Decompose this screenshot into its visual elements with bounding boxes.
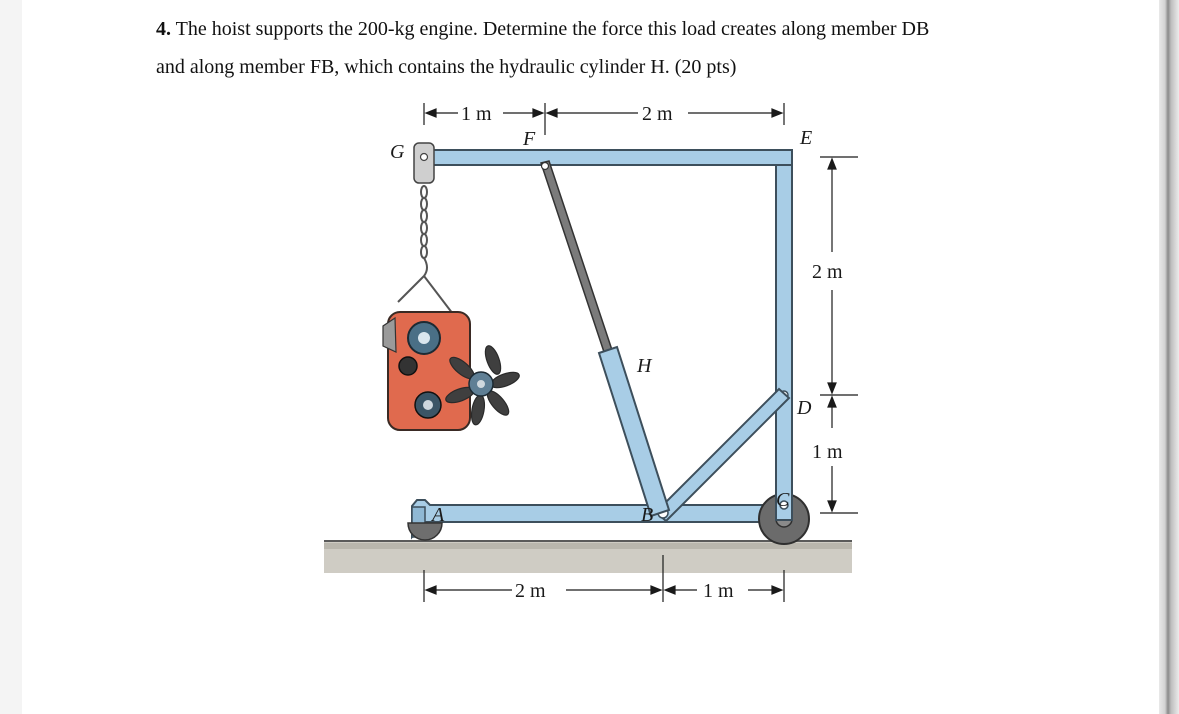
dim-right-upper-label: 2 m bbox=[812, 261, 843, 283]
dim-bottom-left-label: 2 m bbox=[515, 580, 546, 602]
label-D: D bbox=[797, 397, 812, 419]
label-H: H bbox=[637, 355, 652, 377]
dim-right-lower-label: 1 m bbox=[812, 441, 843, 463]
dim-top-right-label: 2 m bbox=[642, 103, 673, 125]
problem-text-line-1: The hoist supports the 200-kg engine. Determine the force this load creates along member DB bbox=[175, 18, 930, 40]
label-C: C bbox=[776, 489, 790, 511]
label-B: B bbox=[641, 504, 654, 526]
pulley-G bbox=[414, 143, 434, 183]
dim-top-left-label: 1 m bbox=[461, 103, 492, 125]
label-A: A bbox=[432, 504, 445, 526]
label-F: F bbox=[523, 128, 536, 150]
problem-number: 4. bbox=[156, 18, 171, 40]
member-GE bbox=[415, 150, 792, 165]
problem-text-line-2: and along member FB, which contains the hydraulic cylinder H. (20 pts) bbox=[156, 56, 737, 78]
member-EC bbox=[776, 150, 792, 520]
ground bbox=[324, 541, 852, 573]
label-E: E bbox=[800, 127, 813, 149]
label-G: G bbox=[390, 141, 405, 163]
chain bbox=[398, 186, 456, 318]
dim-bottom-right-label: 1 m bbox=[703, 580, 734, 602]
base-member bbox=[412, 500, 792, 537]
member-FB bbox=[541, 161, 669, 516]
